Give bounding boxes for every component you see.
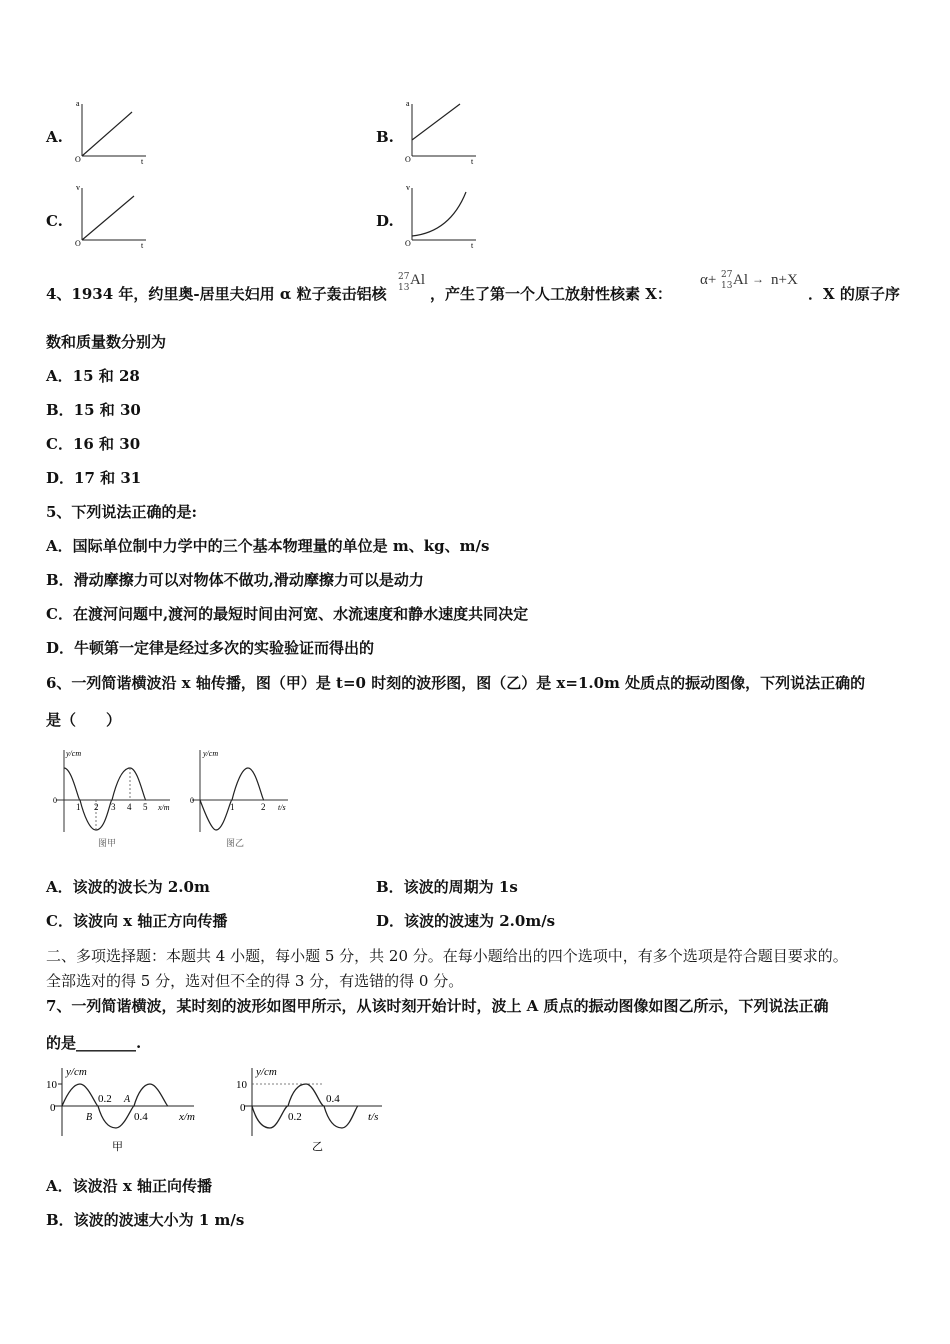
- q6-a-xlabel: x/m: [158, 803, 170, 812]
- q4-option-c: C．16 和 30: [46, 435, 141, 453]
- q6-a-caption: 图甲: [98, 838, 117, 848]
- q6-b-ylabel: y/cm: [203, 749, 219, 758]
- q4-stem-part2: ，产生了第一个人工放射性核素 X：: [430, 285, 672, 303]
- q6-stem-line1: 6、一列简谐横波沿 x 轴传播，图（甲）是 t=0 时刻的波形图，图（乙）是 x=1.0m 处质点的振动图像，下列说法正确的: [46, 674, 866, 692]
- q5-option-b: B．滑动摩擦力可以对物体不做功,滑动摩擦力可以是动力: [46, 571, 424, 589]
- q6-b-tick-2: 2: [261, 802, 266, 812]
- q4-reaction-atomic: 13: [721, 281, 733, 291]
- q6-b-origin: 0: [190, 796, 194, 805]
- q4-stem-part4: 数和质量数分别为: [46, 333, 167, 351]
- q7-option-a: A．该波沿 x 轴正向传播: [46, 1177, 213, 1195]
- q7-b-tick-04: 0.4: [326, 1093, 340, 1105]
- q4-option-a: A．15 和 28: [46, 367, 140, 385]
- q4-reaction-alpha: α+: [700, 272, 717, 288]
- q7-a-point-a: A: [124, 1094, 131, 1105]
- q3-b-xlabel: t: [471, 157, 474, 166]
- q3-option-c-label: C.: [46, 212, 63, 230]
- q6-stem-line2: 是（ ）: [46, 711, 122, 729]
- q7-a-amp: 10: [46, 1079, 57, 1091]
- q7-b-ylabel: y/cm: [256, 1066, 277, 1078]
- q6-option-a: A．该波的波长为 2.0m: [46, 878, 210, 896]
- q3-b-ylabel: a: [406, 99, 410, 108]
- q7-a-xlabel: x/m: [179, 1111, 195, 1123]
- q6-a-tick-4: 4: [127, 802, 132, 812]
- q5-option-a: A．国际单位制中力学中的三个基本物理量的单位是 m、kg、m/s: [46, 537, 490, 555]
- q4-option-d: D．17 和 31: [46, 469, 142, 487]
- q6-option-c: C．该波向 x 轴正方向传播: [46, 912, 228, 930]
- q7-b-xlabel: t/s: [368, 1111, 379, 1123]
- q7-figure-b: [234, 1064, 394, 1156]
- q3-c-origin: O: [75, 239, 81, 248]
- q7-b-amp: 10: [236, 1079, 247, 1091]
- q5-option-c: C．在渡河问题中,渡河的最短时间由河宽、水流速度和静水速度共同决定: [46, 605, 529, 623]
- q3-option-b-label: B.: [376, 128, 394, 146]
- q3-option-b-graph: [402, 98, 482, 168]
- q6-a-origin: 0: [53, 796, 57, 805]
- q7-a-caption: 甲: [112, 1141, 123, 1153]
- q4-nucleus-symbol: Al: [410, 272, 425, 288]
- q7-stem-line1: 7、一列简谐横波，某时刻的波形如图甲所示，从该时刻开始计时，波上 A 质点的振动图像如图乙所示，下列说法正确: [46, 997, 829, 1015]
- q3-a-origin: O: [75, 155, 81, 164]
- q7-b-tick-02: 0.2: [288, 1111, 302, 1123]
- q4-reaction-products: n+X: [771, 272, 798, 288]
- q6-a-tick-2: 2: [94, 802, 99, 812]
- q6-a-tick-3: 3: [111, 802, 116, 812]
- q3-d-ylabel: v: [406, 183, 410, 192]
- section2-line2: 全部选对的得 5 分，选对但不全的得 3 分，有选错的得 0 分。: [46, 972, 464, 990]
- q6-a-tick-1: 1: [76, 802, 81, 812]
- q7-figure-a: [44, 1064, 209, 1156]
- q3-option-a-label: A.: [46, 128, 63, 146]
- q3-c-xlabel: t: [141, 241, 144, 250]
- q3-option-d-graph: [402, 182, 482, 252]
- q6-figure-a: [50, 744, 185, 852]
- q4-reaction-mass: 27: [721, 270, 733, 280]
- q3-c-ylabel: v: [76, 183, 80, 192]
- q6-a-tick-5: 5: [143, 802, 148, 812]
- q3-option-a-graph: [72, 98, 152, 168]
- q4-nucleus-mass: 27: [398, 272, 410, 282]
- q3-option-d-label: D.: [376, 212, 394, 230]
- q7-a-tick-04: 0.4: [134, 1111, 148, 1123]
- q7-b-caption: 乙: [312, 1141, 323, 1153]
- q6-option-b: B．该波的周期为 1s: [376, 878, 518, 896]
- q3-a-xlabel: t: [141, 157, 144, 166]
- q3-a-ylabel: a: [76, 99, 80, 108]
- q4-nucleus-atomic: 13: [398, 283, 410, 293]
- q4-reaction-al: Al: [733, 272, 748, 288]
- q7-a-ylabel: y/cm: [66, 1066, 87, 1078]
- q7-b-origin: 0: [240, 1102, 246, 1114]
- q7-a-point-b: B: [86, 1112, 93, 1123]
- q7-stem-line2: 的是________.: [46, 1034, 142, 1052]
- q3-d-xlabel: t: [471, 241, 474, 250]
- q7-option-b: B．该波的波速大小为 1 m/s: [46, 1211, 245, 1229]
- q5-stem: 5、下列说法正确的是:: [46, 503, 197, 521]
- q5-option-d: D．牛顿第一定律是经过多次的实验验证而得出的: [46, 639, 375, 657]
- q4-stem-part3: ．X 的原子序: [808, 285, 900, 303]
- q6-a-wave: [64, 768, 146, 830]
- q7-a-tick-02: 0.2: [98, 1093, 112, 1105]
- q6-b-xlabel: t/s: [278, 803, 286, 812]
- q3-d-origin: O: [405, 239, 411, 248]
- q3-option-c-graph: [72, 182, 152, 252]
- q3-b-origin: O: [405, 155, 411, 164]
- q4-stem-part1: 4、1934 年，约里奥-居里夫妇用 α 粒子轰击铝核: [46, 285, 387, 303]
- section2-line1: 二、多项选择题：本题共 4 小题，每小题 5 分，共 20 分。在每小题给出的四个选项中，有多个选项是符合题目要求的。: [46, 947, 848, 965]
- q6-b-tick-1: 1: [230, 802, 235, 812]
- q4-option-b: B．15 和 30: [46, 401, 141, 419]
- q6-b-wave: [200, 768, 264, 830]
- q4-reaction-arrow: →: [752, 272, 764, 286]
- q6-a-ylabel: y/cm: [66, 749, 82, 758]
- q6-figure-b: [188, 744, 298, 852]
- q7-a-origin: 0: [50, 1102, 56, 1114]
- q6-option-d: D．该波的波速为 2.0m/s: [376, 912, 556, 930]
- q6-b-caption: 图乙: [226, 838, 245, 848]
